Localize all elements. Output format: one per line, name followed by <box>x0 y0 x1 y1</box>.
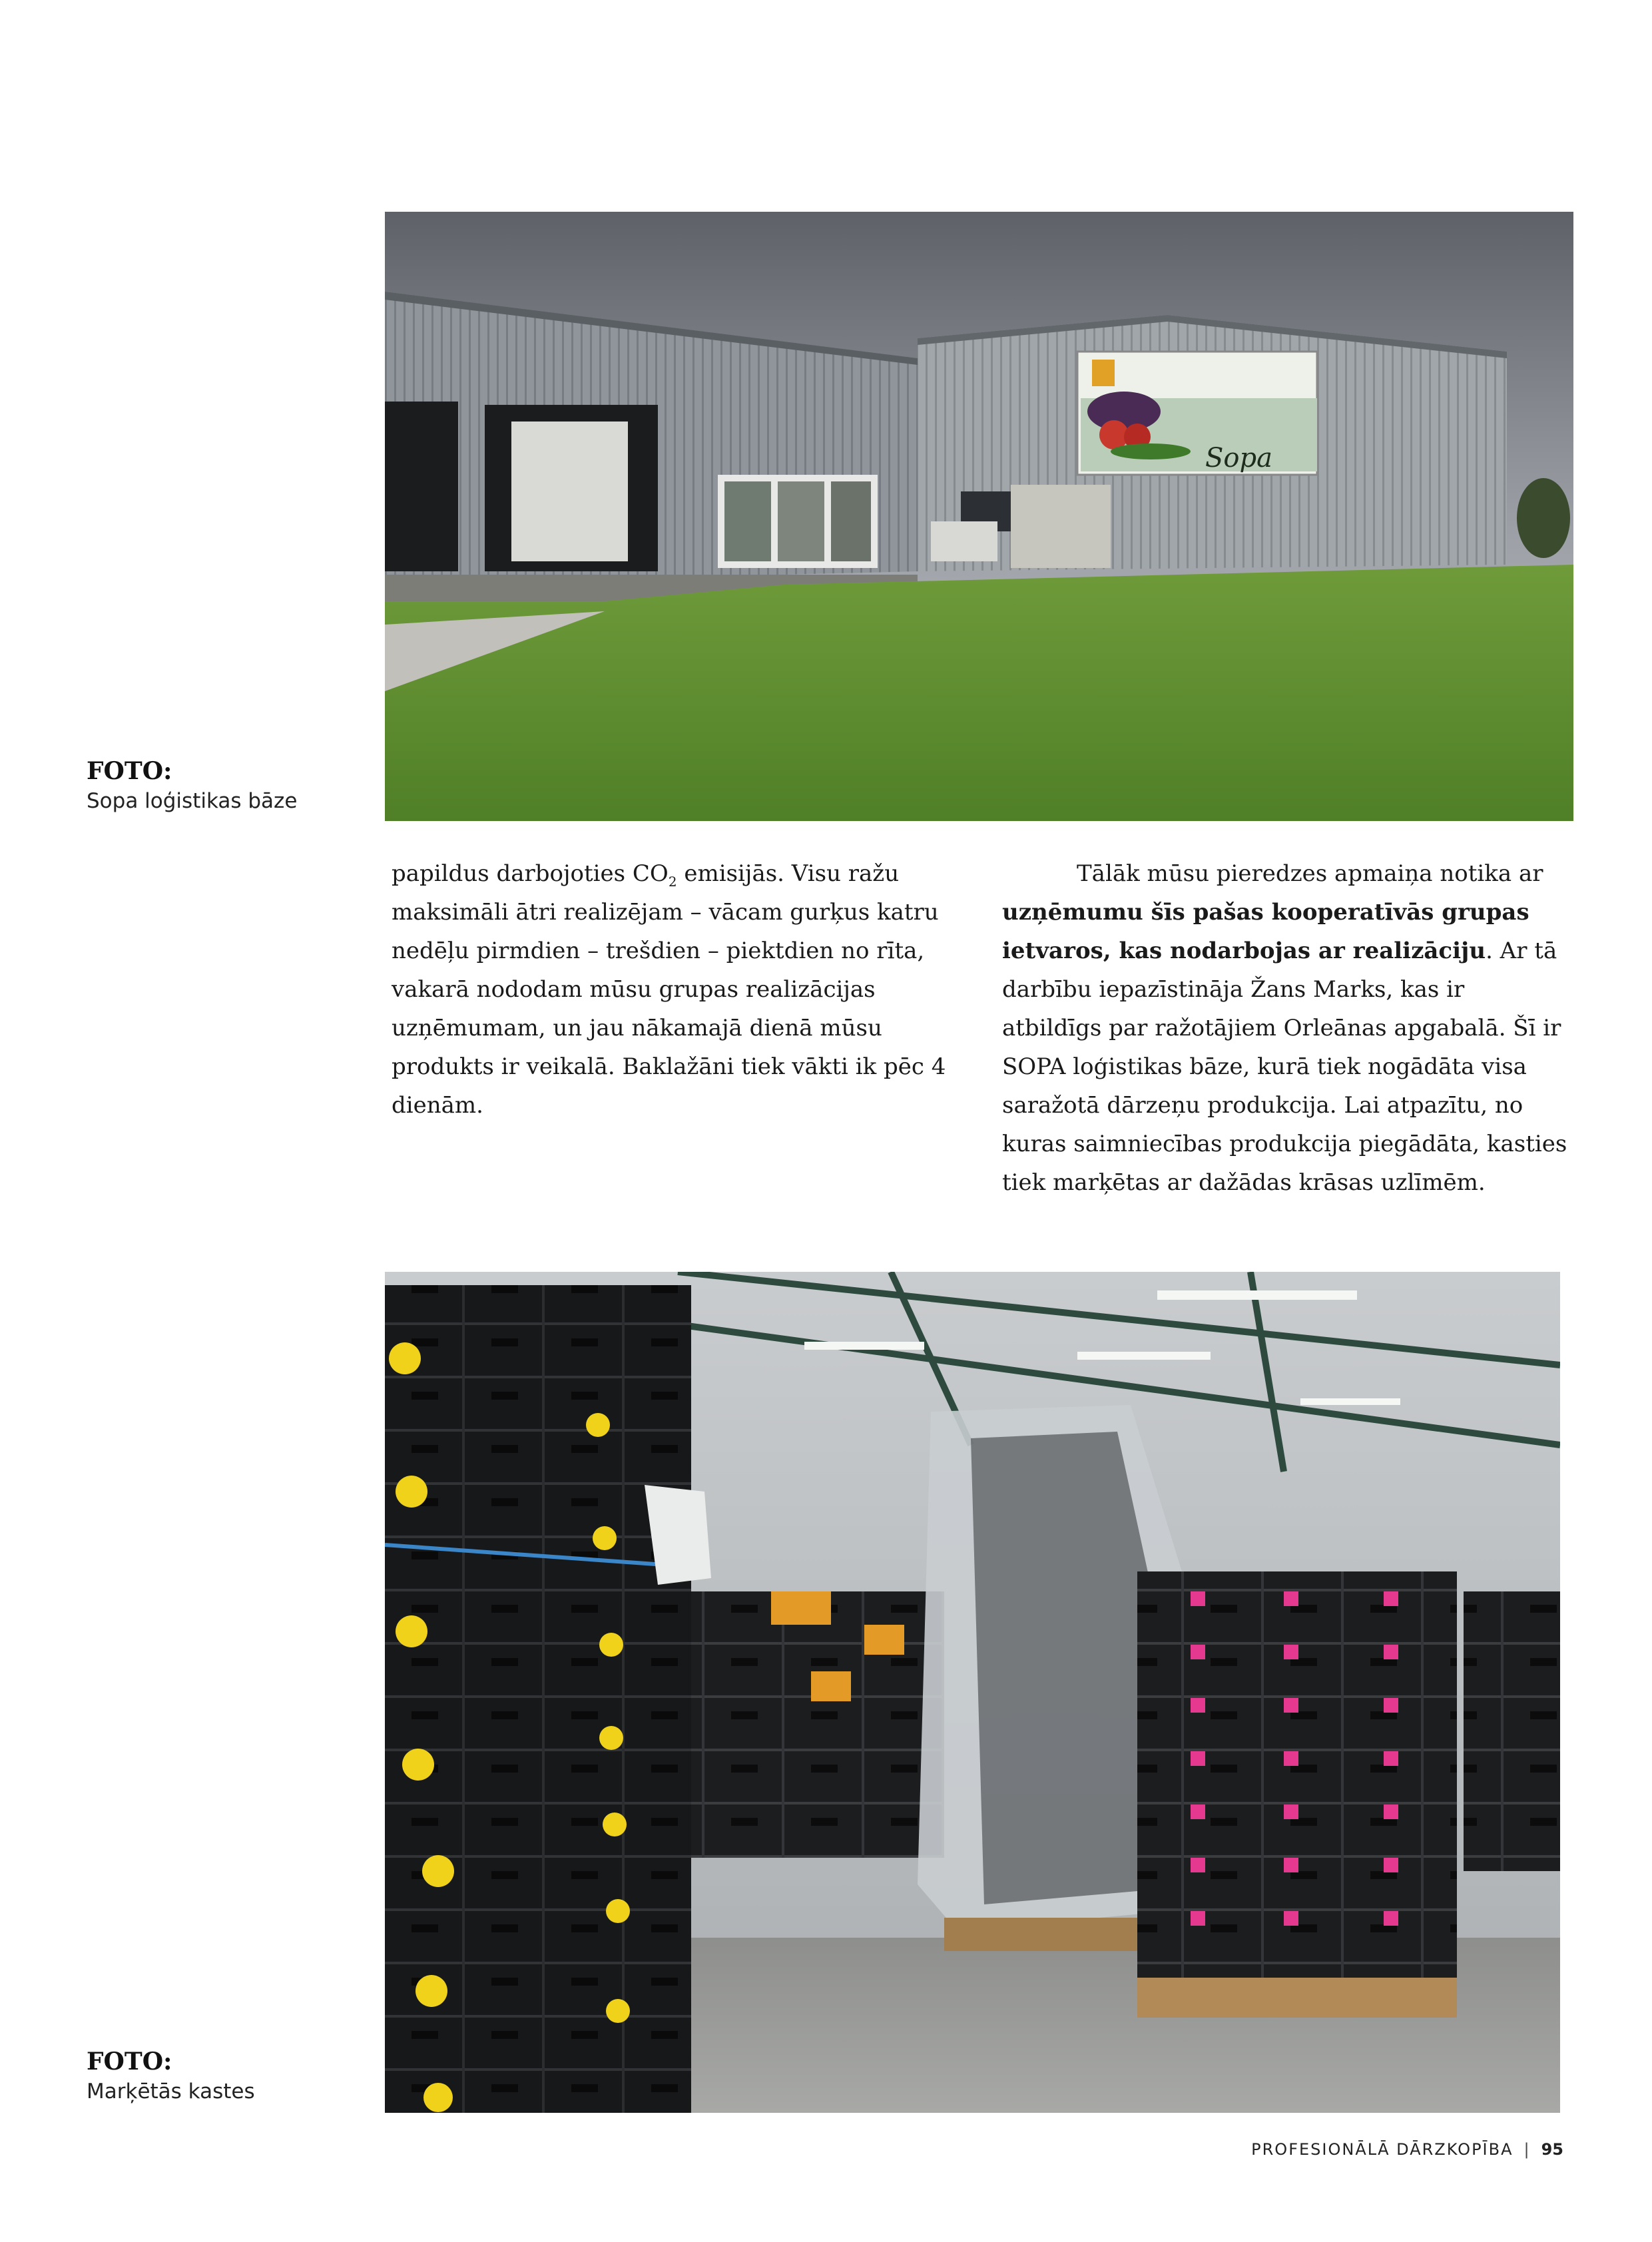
page-footer <box>1251 2140 1563 2159</box>
text-column-left <box>392 854 951 1125</box>
magazine-name: PROFESIONĀLĀ DĀRZKOPĪBA <box>1251 2140 1514 2159</box>
footer-separator: | <box>1523 2140 1531 2159</box>
caption-label: FOTO: <box>87 757 172 785</box>
caption-text: Sopa loģistikas bāze <box>87 789 298 813</box>
caption-label: FOTO: <box>87 2048 172 2076</box>
caption-text: Marķētās kastes <box>87 2080 255 2103</box>
paragraph: Tālāk mūsu pieredzes apmaiņa notika ar uzņēmumu šīs pašas kooperatīvās grupas ietvaros, kas nodarbojas ar realizāciju. Ar tā darbību iepazīstināja Žans Marks, kas ir atbildīgs par ražotājiem Orleānas apgabalā. Šī ir SOPA loģistikas bāze, kurā tiek nogādāta visa saražotā dārzeņu produkcija. Lai atpazītu, no kuras saimniecības produkcija piegādāta, kasties tiek marķētas ar dažādas krāsas uzlīmēm. <box>1002 860 1567 1196</box>
page-number: 95 <box>1541 2140 1563 2159</box>
photo-marked-crates <box>385 1272 1560 2113</box>
sign-text: Sopa <box>1205 443 1272 473</box>
caption-photo-2 <box>87 2047 255 2107</box>
paragraph: papildus darbojoties $CO_2$ emisijās. Visu ražu maksimāli ātri realizējam – vācam gurķus katru nedēļu pirmdien – trešdien – piektdien no rīta, vakarā nododam mūsu grupas realizācijas uzņēmumam, un jau nākamajā dienā mūsu produkts ir veikalā. Baklažāni tiek vākti ik pēc 4 dienām. <box>392 860 946 1119</box>
photo-logistics-base <box>385 212 1573 821</box>
text-column-right <box>1002 854 1568 1202</box>
caption-photo-1 <box>87 756 297 816</box>
